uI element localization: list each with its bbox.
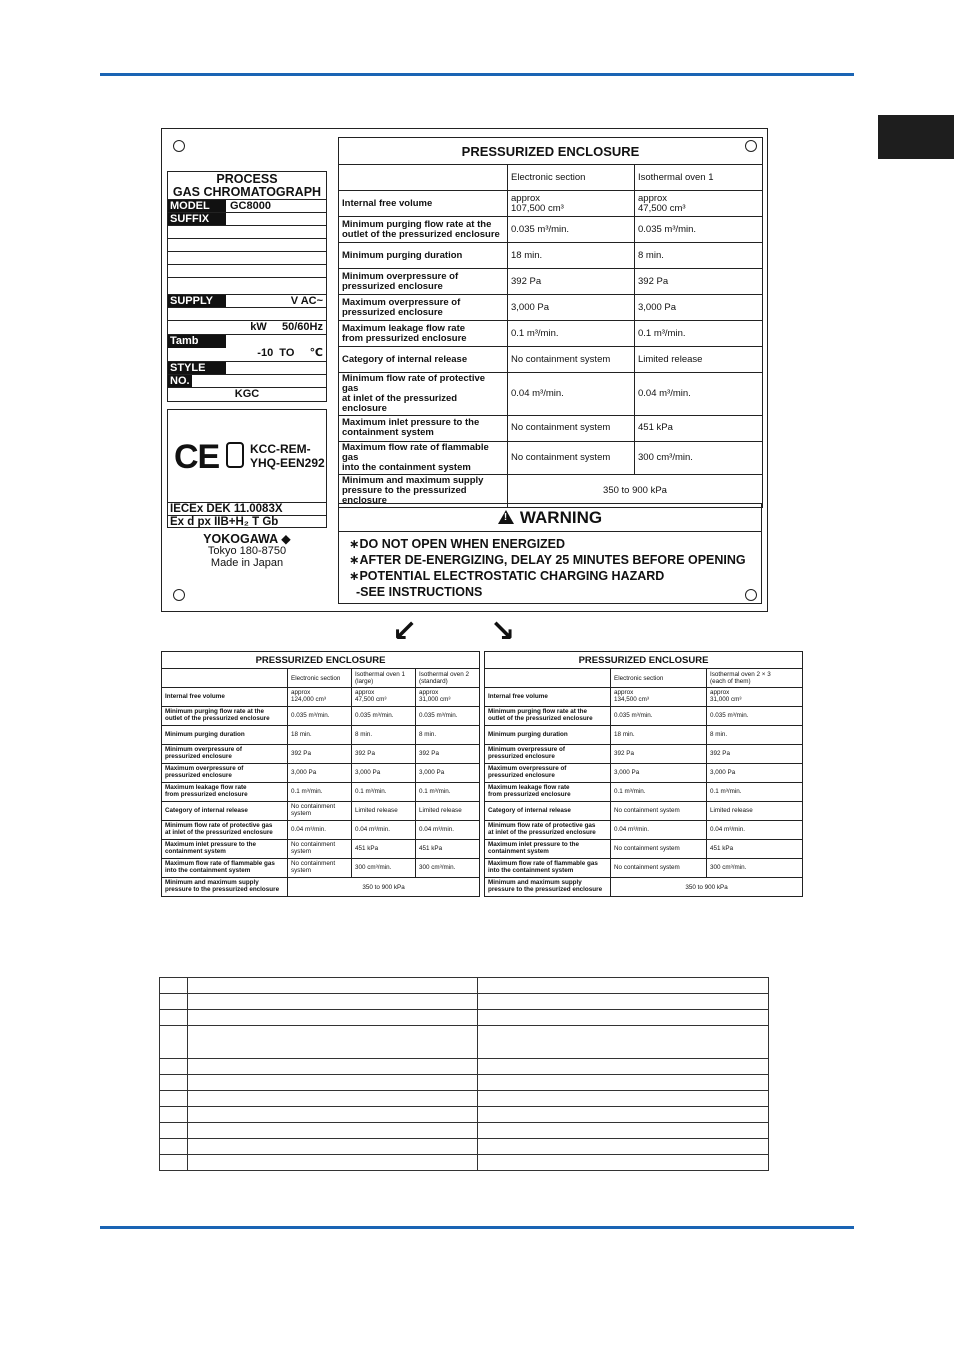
table-row xyxy=(162,707,480,726)
row-value: 0.035 m³/min. xyxy=(635,217,763,243)
row-value: 392 Pa xyxy=(635,269,763,295)
row-value: 0.035 m³/min. xyxy=(707,707,803,726)
style-row xyxy=(168,361,326,375)
row-value: Limited release xyxy=(635,347,763,373)
blank-cell xyxy=(478,994,769,1010)
blank-row xyxy=(160,978,769,994)
row-value: 0.1 m³/min. xyxy=(508,321,635,347)
row-label: Minimum and maximum supply pressure to the pressurized enclosure xyxy=(485,878,611,897)
table-row xyxy=(485,707,803,726)
supply-value: V AC~ xyxy=(290,295,323,307)
row-value: 0.1 m³/min. xyxy=(352,783,416,802)
blank-cell xyxy=(188,1010,478,1026)
warning-line: ∗DO NOT OPEN WHEN ENERGIZED xyxy=(349,537,566,551)
power-row xyxy=(168,320,326,334)
table-row xyxy=(339,269,763,295)
row-value: 0.1 m³/min. xyxy=(707,783,803,802)
row-label: Maximum flow rate of flammable gas into the containment system xyxy=(162,859,288,878)
table-row xyxy=(485,745,803,764)
row-label: Minimum purging flow rate at the outlet of the pressurized enclosure xyxy=(485,707,611,726)
row-value: 0.04 m³/min. xyxy=(288,821,352,840)
blank-cell xyxy=(478,1091,769,1107)
blank-cell xyxy=(478,1026,769,1059)
table-row xyxy=(162,783,480,802)
row-value: Limited release xyxy=(707,802,803,821)
blank-cell xyxy=(160,1091,188,1107)
row-label: Maximum inlet pressure to the containment system xyxy=(485,840,611,859)
row-value: 0.035 m³/min. xyxy=(352,707,416,726)
blank-cell xyxy=(160,1075,188,1091)
arrow-down-right-icon: ↘ xyxy=(490,615,516,648)
row-value: 8 min. xyxy=(635,243,763,269)
row-value: 350 to 900 kPa xyxy=(288,878,480,897)
blank-row xyxy=(168,251,326,265)
row-value: 0.04 m³/min. xyxy=(416,821,480,840)
product-title-line: GAS CHROMATOGRAPH xyxy=(172,185,322,199)
row-value: 0.1 m³/min. xyxy=(635,321,763,347)
header-cell-empty xyxy=(339,165,508,191)
number-row xyxy=(168,374,326,388)
model-label: MODEL xyxy=(168,200,226,213)
row-label: Maximum leakage flow rate from pressurized enclosure xyxy=(162,783,288,802)
blank-row xyxy=(160,994,769,1010)
column-header: Electronic section xyxy=(611,669,707,688)
row-value: 0.1 m³/min. xyxy=(288,783,352,802)
row-value: 392 Pa xyxy=(508,269,635,295)
blank-cell xyxy=(478,1139,769,1155)
table-row xyxy=(162,821,480,840)
row-value: No containment system xyxy=(288,859,352,878)
warning-title xyxy=(339,504,761,532)
row-label: Internal free volume xyxy=(162,688,288,707)
row-label: Category of internal release xyxy=(339,347,508,373)
blank-row xyxy=(160,1026,769,1059)
blank-cell xyxy=(160,1026,188,1059)
table-row xyxy=(339,243,763,269)
blank-row xyxy=(160,1010,769,1026)
row-value: 3,000 Pa xyxy=(352,764,416,783)
row-value: 18 min. xyxy=(288,726,352,745)
blank-row xyxy=(168,307,326,321)
column-header: Isothermal oven 2 × 3 (each of them) xyxy=(707,669,803,688)
table-title: PRESSURIZED ENCLOSURE xyxy=(339,138,763,165)
row-label: Internal free volume xyxy=(485,688,611,707)
row-value: 0.035 m³/min. xyxy=(508,217,635,243)
row-value: No containment system xyxy=(611,840,707,859)
row-value: No containment system xyxy=(611,859,707,878)
row-value: 8 min. xyxy=(707,726,803,745)
footer-rule xyxy=(100,1226,854,1229)
blank-cell xyxy=(160,994,188,1010)
ce-mark: CE xyxy=(174,438,220,476)
table-row xyxy=(485,859,803,878)
row-label: Minimum purging duration xyxy=(339,243,508,269)
warning-triangle-icon xyxy=(498,510,514,524)
row-value: 0.04 m³/min. xyxy=(707,821,803,840)
blank-row xyxy=(168,238,326,252)
row-label: Maximum inlet pressure to the containment system xyxy=(339,415,508,441)
table-row xyxy=(339,295,763,321)
variant-table-two-compartment xyxy=(484,651,803,897)
row-value: No containment system xyxy=(508,415,635,441)
table-row xyxy=(339,347,763,373)
column-header: Isothermal oven 1 (large) xyxy=(352,669,416,688)
suffix-label: SUFFIX xyxy=(168,213,226,226)
blank-cell xyxy=(478,1107,769,1123)
blank-row xyxy=(160,1139,769,1155)
model-value: GC8000 xyxy=(230,200,271,212)
chapter-tab-marker xyxy=(878,115,954,159)
blank-cell xyxy=(188,1059,478,1075)
row-label: Minimum overpressure of pressurized enclosure xyxy=(485,745,611,764)
manufacturer-logo: YOKOGAWA ◆ xyxy=(203,532,291,546)
table-title: PRESSURIZED ENCLOSURE xyxy=(485,652,803,669)
country-of-origin: Made in Japan xyxy=(210,557,284,569)
row-label: Minimum purging duration xyxy=(485,726,611,745)
blank-cell xyxy=(188,1107,478,1123)
blank-cell xyxy=(188,1026,478,1059)
title-row xyxy=(485,652,803,669)
row-value: 0.1 m³/min. xyxy=(416,783,480,802)
kcc-line: YHQ-EEN292 xyxy=(250,456,325,470)
row-value: 0.035 m³/min. xyxy=(288,707,352,726)
table-row xyxy=(339,373,763,416)
row-value: 0.04 m³/min. xyxy=(611,821,707,840)
row-value: 0.04 m³/min. xyxy=(508,373,635,416)
blank-cell xyxy=(160,1139,188,1155)
blank-cell xyxy=(478,1075,769,1091)
table-row xyxy=(162,802,480,821)
certification-box xyxy=(167,409,327,528)
kcc-line: KCC-REM- xyxy=(250,442,311,456)
row-label: Minimum purging duration xyxy=(162,726,288,745)
row-value: 300 cm³/min. xyxy=(352,859,416,878)
row-value: approx 107,500 cm³ xyxy=(508,191,635,217)
column-header: Isothermal oven 1 xyxy=(635,165,763,191)
row-label: Maximum leakage flow rate from pressurized enclosure xyxy=(339,321,508,347)
table-row xyxy=(339,217,763,243)
mounting-hole xyxy=(173,589,185,601)
table-row xyxy=(162,840,480,859)
blank-cell xyxy=(188,1139,478,1155)
row-label: Category of internal release xyxy=(485,802,611,821)
row-label: Maximum inlet pressure to the containment system xyxy=(162,840,288,859)
table-row xyxy=(162,859,480,878)
pressurized-enclosure-table xyxy=(338,137,763,508)
arrow-down-left-icon: ↙ xyxy=(392,615,418,648)
row-value: 451 kPa xyxy=(635,415,763,441)
row-value: approx 134,500 cm³ xyxy=(611,688,707,707)
row-value: 300 cm³/min. xyxy=(635,441,763,474)
row-label: Maximum overpressure of pressurized enclosure xyxy=(162,764,288,783)
blank-row xyxy=(168,264,326,278)
warning-title-text: WARNING xyxy=(519,508,603,527)
tamb-value-row xyxy=(168,347,326,360)
row-value: 3,000 Pa xyxy=(508,295,635,321)
row-value: No containment system xyxy=(288,840,352,859)
row-label: Maximum overpressure of pressurized enclosure xyxy=(485,764,611,783)
manufacturer-address: Tokyo 180-8750 xyxy=(207,545,287,557)
table-row xyxy=(339,321,763,347)
row-value: 392 Pa xyxy=(707,745,803,764)
row-value: 392 Pa xyxy=(288,745,352,764)
tamb-value: -10 TO ℃ xyxy=(257,347,323,359)
blank-row xyxy=(168,277,326,291)
row-label: Minimum overpressure of pressurized enclosure xyxy=(162,745,288,764)
table-row xyxy=(485,840,803,859)
row-value: No containment system xyxy=(288,802,352,821)
row-value: 3,000 Pa xyxy=(611,764,707,783)
blank-cell xyxy=(478,1010,769,1026)
header-row xyxy=(339,165,763,191)
blank-row xyxy=(160,1155,769,1171)
blank-row xyxy=(160,1107,769,1123)
row-label: Minimum overpressure of pressurized enclosure xyxy=(339,269,508,295)
row-value: 392 Pa xyxy=(416,745,480,764)
mounting-hole xyxy=(173,140,185,152)
power-value: kW 50/60Hz xyxy=(250,321,323,333)
table-row xyxy=(162,745,480,764)
table-row xyxy=(485,783,803,802)
header-row xyxy=(485,669,803,688)
blank-form-table xyxy=(159,977,769,1171)
row-value: 3,000 Pa xyxy=(416,764,480,783)
row-value: 3,000 Pa xyxy=(707,764,803,783)
row-value: 18 min. xyxy=(508,243,635,269)
row-value: approx 47,500 cm³ xyxy=(352,688,416,707)
row-value: 0.04 m³/min. xyxy=(352,821,416,840)
row-label: Maximum flow rate of flammable gas into the containment system xyxy=(339,441,508,474)
model-row xyxy=(168,199,326,213)
row-label: Minimum purging flow rate at the outlet of the pressurized enclosure xyxy=(339,217,508,243)
blank-cell xyxy=(160,1059,188,1075)
table-row xyxy=(162,726,480,745)
row-value: 451 kPa xyxy=(352,840,416,859)
blank-cell xyxy=(188,1155,478,1171)
row-label: Internal free volume xyxy=(339,191,508,217)
style-label: STYLE xyxy=(168,362,226,375)
manufacturer-block xyxy=(167,533,327,569)
kc-mark-icon xyxy=(226,442,244,468)
blank-cell xyxy=(160,1010,188,1026)
column-header: Isothermal oven 2 (standard) xyxy=(416,669,480,688)
row-value: 451 kPa xyxy=(707,840,803,859)
table-row xyxy=(485,802,803,821)
row-value: 451 kPa xyxy=(416,840,480,859)
blank-cell xyxy=(478,978,769,994)
row-value: approx 47,500 cm³ xyxy=(635,191,763,217)
blank-cell xyxy=(188,1091,478,1107)
suffix-row xyxy=(168,212,326,226)
kcc-code xyxy=(250,442,325,470)
table-title: PRESSURIZED ENCLOSURE xyxy=(162,652,480,669)
row-value: 0.035 m³/min. xyxy=(416,707,480,726)
warning-line: ∗POTENTIAL ELECTROSTATIC CHARGING HAZARD xyxy=(349,569,665,583)
row-value: 392 Pa xyxy=(352,745,416,764)
row-value: approx 31,000 cm³ xyxy=(707,688,803,707)
blank-row xyxy=(160,1091,769,1107)
kgc-row xyxy=(168,387,326,401)
blank-cell xyxy=(160,1155,188,1171)
header-cell-empty xyxy=(162,669,288,688)
title-row xyxy=(339,138,763,165)
row-value: 300 cm³/min. xyxy=(707,859,803,878)
table-row xyxy=(485,878,803,897)
kgc-text: KGC xyxy=(234,388,260,400)
row-value: 18 min. xyxy=(611,726,707,745)
row-value: 350 to 900 kPa xyxy=(508,474,763,507)
row-value: Limited release xyxy=(352,802,416,821)
row-value: 3,000 Pa xyxy=(635,295,763,321)
row-label: Minimum and maximum supply pressure to the pressurized enclosure xyxy=(162,878,288,897)
row-label: Minimum and maximum supply pressure to the pressurized enclosure xyxy=(339,474,508,507)
table-row xyxy=(162,688,480,707)
supply-label: SUPPLY xyxy=(168,295,226,308)
supply-row xyxy=(168,294,326,308)
table-row xyxy=(485,726,803,745)
row-value: 8 min. xyxy=(352,726,416,745)
row-label: Minimum flow rate of protective gas at inlet of the pressurized enclosure xyxy=(485,821,611,840)
title-row xyxy=(162,652,480,669)
table-row xyxy=(485,821,803,840)
row-value: No containment system xyxy=(508,441,635,474)
column-header: Electronic section xyxy=(508,165,635,191)
ex-marking: Ex d px IIB+H₂ T Gb xyxy=(168,515,326,529)
table-row xyxy=(485,688,803,707)
nameplate-figure xyxy=(161,128,768,612)
blank-cell xyxy=(478,1059,769,1075)
header-rule xyxy=(100,73,854,76)
row-value: approx 124,000 cm³ xyxy=(288,688,352,707)
table-row xyxy=(485,764,803,783)
blank-cell xyxy=(478,1123,769,1139)
row-value: approx 31,000 cm³ xyxy=(416,688,480,707)
blank-row xyxy=(160,1123,769,1139)
blank-cell xyxy=(160,1123,188,1139)
table-row xyxy=(339,191,763,217)
table-row xyxy=(162,878,480,897)
tamb-row xyxy=(168,334,326,348)
row-value: 8 min. xyxy=(416,726,480,745)
row-value: 0.1 m³/min. xyxy=(611,783,707,802)
blank-cell xyxy=(188,1075,478,1091)
row-label: Category of internal release xyxy=(162,802,288,821)
table-row xyxy=(339,441,763,474)
table-row xyxy=(162,764,480,783)
warning-line: -SEE INSTRUCTIONS xyxy=(349,585,483,599)
iecex-certificate: IECEx DEK 11.0083X xyxy=(168,502,326,516)
row-value: 300 cm³/min. xyxy=(416,859,480,878)
blank-cell xyxy=(160,978,188,994)
number-label: NO. xyxy=(168,375,192,388)
header-cell-empty xyxy=(485,669,611,688)
row-value: 3,000 Pa xyxy=(288,764,352,783)
warning-box xyxy=(338,503,762,604)
tamb-label: Tamb xyxy=(168,335,226,348)
blank-row xyxy=(160,1075,769,1091)
blank-cell xyxy=(188,978,478,994)
blank-cell xyxy=(188,994,478,1010)
blank-cell xyxy=(160,1107,188,1123)
row-label: Maximum overpressure of pressurized enclosure xyxy=(339,295,508,321)
row-label: Maximum flow rate of flammable gas into the containment system xyxy=(485,859,611,878)
row-value: 392 Pa xyxy=(611,745,707,764)
table-row xyxy=(339,415,763,441)
blank-row xyxy=(160,1059,769,1075)
product-title xyxy=(168,173,326,199)
column-header: Electronic section xyxy=(288,669,352,688)
blank-cell xyxy=(188,1123,478,1139)
row-label: Minimum purging flow rate at the outlet of the pressurized enclosure xyxy=(162,707,288,726)
product-title-line: PROCESS xyxy=(216,172,278,186)
row-label: Minimum flow rate of protective gas at inlet of the pressurized enclosure xyxy=(162,821,288,840)
warning-line: ∗AFTER DE-ENERGIZING, DELAY 25 MINUTES BEFORE OPENING xyxy=(349,553,746,567)
row-value: 0.04 m³/min. xyxy=(635,373,763,416)
blank-cell xyxy=(478,1155,769,1171)
row-label: Minimum flow rate of protective gas at inlet of the pressurized enclosure xyxy=(339,373,508,416)
row-value: No containment system xyxy=(508,347,635,373)
row-value: Limited release xyxy=(416,802,480,821)
header-row xyxy=(162,669,480,688)
identification-box xyxy=(167,171,327,402)
blank-row xyxy=(168,225,326,239)
variant-table-three-compartment xyxy=(161,651,480,897)
row-label: Maximum leakage flow rate from pressurized enclosure xyxy=(485,783,611,802)
row-value: 350 to 900 kPa xyxy=(611,878,803,897)
row-value: 0.035 m³/min. xyxy=(611,707,707,726)
row-value: No containment system xyxy=(611,802,707,821)
